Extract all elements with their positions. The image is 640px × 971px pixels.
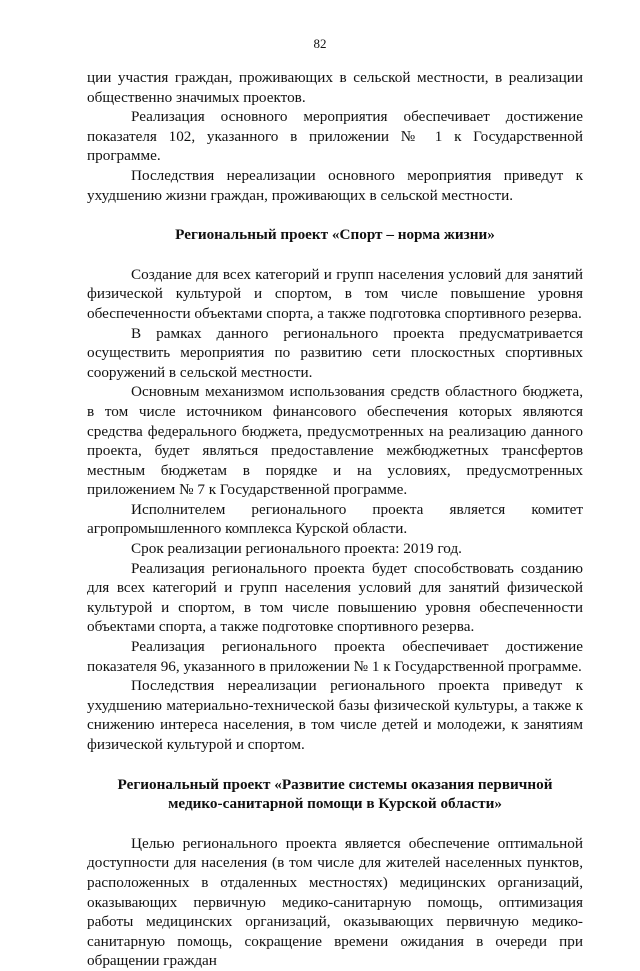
section-heading	[87, 775, 583, 814]
paragraph: В рамках данного регионального проекта предусматривается осуществить мероприятия по развитию сети плоскостных спортивных сооружений в сельской местности.	[87, 324, 583, 381]
paragraph: ции участия граждан, проживающих в сельской местности, в реализации общественно значимых проектов.	[87, 69, 583, 106]
paragraph: Создание для всех категорий и групп населения условий для занятий физической культурой и спортом, в том числе повышение уровня обеспеченности объектами спорта, а также подготовка спортивного резерва.	[87, 265, 583, 322]
paragraph: Реализация регионального проекта обеспечивает достижение показателя 96, указанного в приложении № 1 к Государственной программе.	[87, 638, 583, 675]
document-body	[87, 68, 583, 971]
section-heading: Региональный проект «Спорт – норма жизни»	[175, 226, 495, 244]
paragraph: Исполнителем регионального проекта является комитет агропромышленного комплекса Курской области.	[87, 500, 583, 538]
section-heading-line: медико-санитарной помощи в Курской области»	[168, 795, 502, 813]
paragraph: Целью регионального проекта является обеспечение оптимальной доступности для населения (в том числе для жителей населенных пунктов, расположенных в отдаленных местностях) медицинских организаций, оказывающих первичную медико-санитарную помощь, оптимизация работы медицинских организаций, оказывающих первичную медико-санитарную помощь, сокращение времени ожидания в очереди при обращении граждан	[87, 834, 583, 970]
section-heading-line: Региональный проект «Развитие системы оказания первичной	[117, 775, 553, 793]
paragraph: Последствия нереализации основного мероприятия приведут к ухудшению жизни граждан, проживающих в сельской местности.	[87, 166, 583, 204]
paragraph: Основным механизмом использования средств областного бюджета, в том числе источником финансового обеспечения которых являются средства федерального бюджета, предусмотренных на реализацию данного проекта, будет являться предоставление межбюджетных трансфертов местным бюджетам в порядке и на условиях, предусмотренных приложением № 7 к Государственной программе.	[87, 383, 583, 499]
page-number: 82	[313, 36, 327, 51]
paragraph: Реализация основного мероприятия обеспечивает достижение показателя 102, указанного в приложении № 1 к Государственной программе.	[87, 108, 583, 165]
paragraph: Срок реализации регионального проекта: 2019 год.	[131, 540, 462, 558]
paragraph: Последствия нереализации регионального проекта приведут к ухудшению материально-технической базы физической культуры, а также к снижению интереса населения, в том числе детей и молодежи, к занятиям физической культурой и спортом.	[87, 677, 583, 753]
paragraph: Реализация регионального проекта будет способствовать созданию для всех категорий и групп населения условий для занятий физической культурой и спортом, в том числе повышению уровня обеспеченности объектами спорта, а также подготовке спортивного резерва.	[87, 559, 583, 636]
